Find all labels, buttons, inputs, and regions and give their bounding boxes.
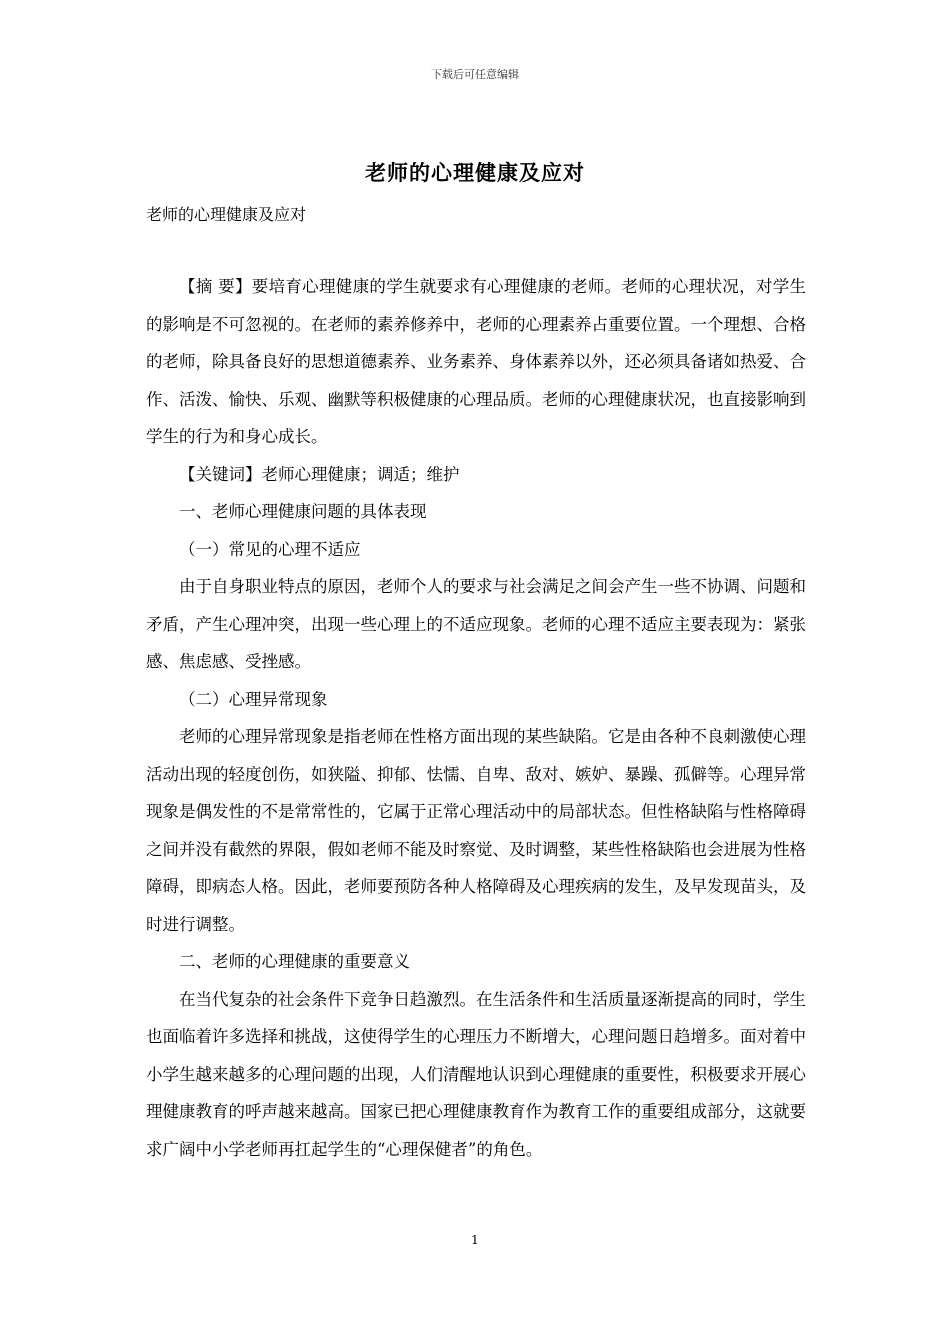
body-paragraph: 老师的心理异常现象是指老师在性格方面出现的某些缺陷。它是由各种不良刺激使心理活动出现的轻度创伤，如狭隘、抑郁、怯懦、自卑、敌对、嫉妒、暴躁、孤僻等。心理异常现象是偶发性的不是常常性的，它属于正常心理活动中的局部状态。但性格缺陷与性格障碍之间并没有截然的界限，假如老师不能及时察觉、及时调整，某些性格缺陷也会进展为性格障碍，即病态人格。因此，老师要预防各种人格障碍及心理疾病的发生，及早发现苗头，及时进行调整。 [146, 727, 806, 934]
header-note: 下载后可任意编辑 [431, 68, 519, 81]
body-paragraph: 在当代复杂的社会条件下竞争日趋激烈。在生活条件和生活质量逐渐提高的同时，学生也面临着许多选择和挑战，这使得学生的心理压力不断增大，心理问题日趋增多。面对着中小学生越来越多的心理问题的出现，人们清醒地认识到心理健康的重要性，积极要求开展心理健康教育的呼声越来越高。国家已把心理健康教育作为教育工作的重要组成部分，这就要求广阔中小学老师再扛起学生的“心理保健者”的角色。 [146, 989, 806, 1159]
page-number: 1 [471, 1233, 479, 1247]
body-paragraph: 由于自身职业特点的原因，老师个人的要求与社会满足之间会产生一些不协调、问题和矛盾，产生心理冲突，出现一些心理上的不适应现象。老师的心理不适应主要表现为：紧张感、焦虑感、受挫感。 [146, 577, 806, 671]
document-subtitle: 老师的心理健康及应对 [146, 205, 307, 224]
keywords-paragraph: 【关键词】老师心理健康；调适；维护 [179, 464, 460, 484]
subsection-heading-2: （二）心理异常现象 [179, 689, 328, 709]
section-heading-1: 一、老师心理健康问题的具体表现 [179, 502, 427, 521]
subsection-heading-1: （一）常见的心理不适应 [179, 539, 361, 559]
document-title: 老师的心理健康及应对 [365, 160, 585, 185]
document-body [146, 268, 806, 1168]
section-heading-2: 二、老师的心理健康的重要意义 [179, 952, 410, 971]
abstract-paragraph: 【摘 要】要培育心理健康的学生就要求有心理健康的老师。老师的心理状况，对学生的影响是不可忽视的。在老师的素养修养中，老师的心理素养占重要位置。一个理想、合格的老师，除具备良好的思想道德素养、业务素养、身体素养以外，还必须具备诸如热爱、合作、活泼、愉快、乐观、幽默等积极健康的心理品质。老师的心理健康状况，也直接影响到学生的行为和身心成长。 [146, 277, 806, 446]
